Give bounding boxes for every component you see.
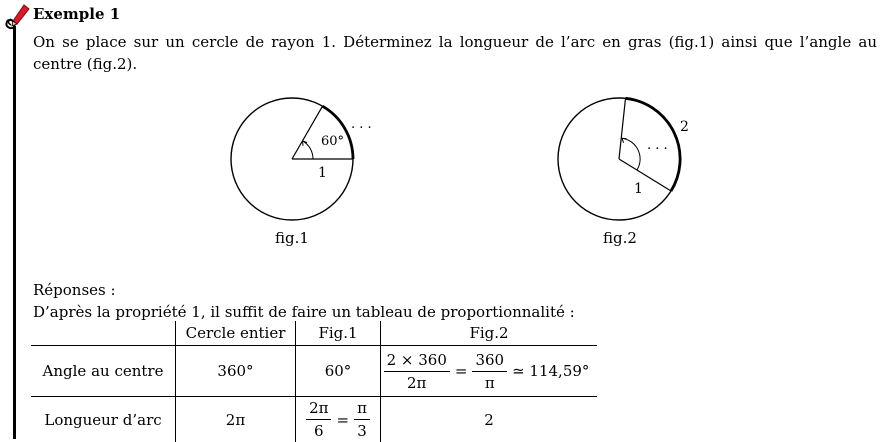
- table-header-fig2: Fig.2: [381, 321, 598, 346]
- fraction-pi-over-3: [354, 397, 370, 442]
- table-row-arc-length: [31, 397, 597, 442]
- table-header-full-circle: Cercle entier: [176, 321, 296, 346]
- fraction-denominator: 6: [306, 420, 331, 442]
- row-arc-fig1: [296, 397, 381, 442]
- fig2-angle-label: . . .: [647, 138, 668, 153]
- answers-sentence: D’après la propriété 1, il suffit de faire un tableau de proportionnalité :: [33, 303, 575, 321]
- fig1-radius-2: [292, 106, 323, 159]
- fig1-arc-label: . . .: [351, 117, 372, 132]
- table-header-row: [31, 321, 597, 346]
- approx-value: ≃ 114,59°: [507, 362, 594, 380]
- fig2-angle-arc: [622, 138, 640, 170]
- row-angle-label: Angle au centre: [31, 346, 176, 397]
- fraction-numerator: 360: [472, 349, 507, 372]
- fraction-denominator: π: [472, 372, 507, 394]
- fig2-caption: fig.2: [603, 229, 637, 247]
- fig2-radius-label: 1: [634, 181, 643, 197]
- fraction-2x360-over-2pi: [384, 349, 450, 394]
- row-arc-label: Longueur d’arc: [31, 397, 176, 442]
- equals-sign: =: [331, 411, 354, 429]
- table-header-fig1: Fig.1: [296, 321, 381, 346]
- fig1-angle-label: 60°: [321, 134, 344, 149]
- fraction-2pi-over-6: [306, 397, 331, 442]
- equals-sign: =: [450, 362, 473, 380]
- fraction-numerator: 2 × 360: [384, 349, 450, 372]
- example-title: Exemple 1: [33, 5, 120, 23]
- fraction-numerator: 2π: [306, 397, 331, 420]
- fig1-bold-arc: [323, 106, 354, 159]
- answers-heading: Réponses :: [33, 281, 116, 299]
- proportionality-table: [31, 321, 597, 442]
- row-arc-fig2: 2: [381, 397, 598, 442]
- left-margin-bar: [13, 26, 16, 439]
- fig2-radius-2: [619, 159, 671, 191]
- fig1-caption: fig.1: [275, 229, 309, 247]
- fig1-angle-arc: [303, 141, 314, 159]
- fig2-arc-label: 2: [680, 119, 689, 135]
- fraction-denominator: 2π: [384, 372, 450, 394]
- fraction-denominator: 3: [354, 420, 370, 442]
- fig2-radius-1: [619, 98, 626, 159]
- row-angle-full: 360°: [176, 346, 296, 397]
- fig2-angle-arrowhead-icon: [622, 138, 627, 143]
- row-angle-fig2: [381, 346, 598, 397]
- table-header-empty: [31, 321, 176, 346]
- intro-paragraph: On se place sur un cercle de rayon 1. Déterminez la longueur de l’arc en gras (fig.1) ainsi que l’angle au centre (fig.2).: [33, 31, 877, 75]
- fraction-numerator: π: [354, 397, 370, 420]
- pencil-logo-icon: [2, 2, 30, 30]
- fig1-radius-label: 1: [318, 165, 327, 181]
- figure-1: [225, 92, 385, 227]
- table-row-angle: [31, 346, 597, 397]
- row-angle-fig1: 60°: [296, 346, 381, 397]
- row-arc-full: 2π: [176, 397, 296, 442]
- figure-2: [552, 92, 712, 227]
- fraction-360-over-pi: [472, 349, 507, 394]
